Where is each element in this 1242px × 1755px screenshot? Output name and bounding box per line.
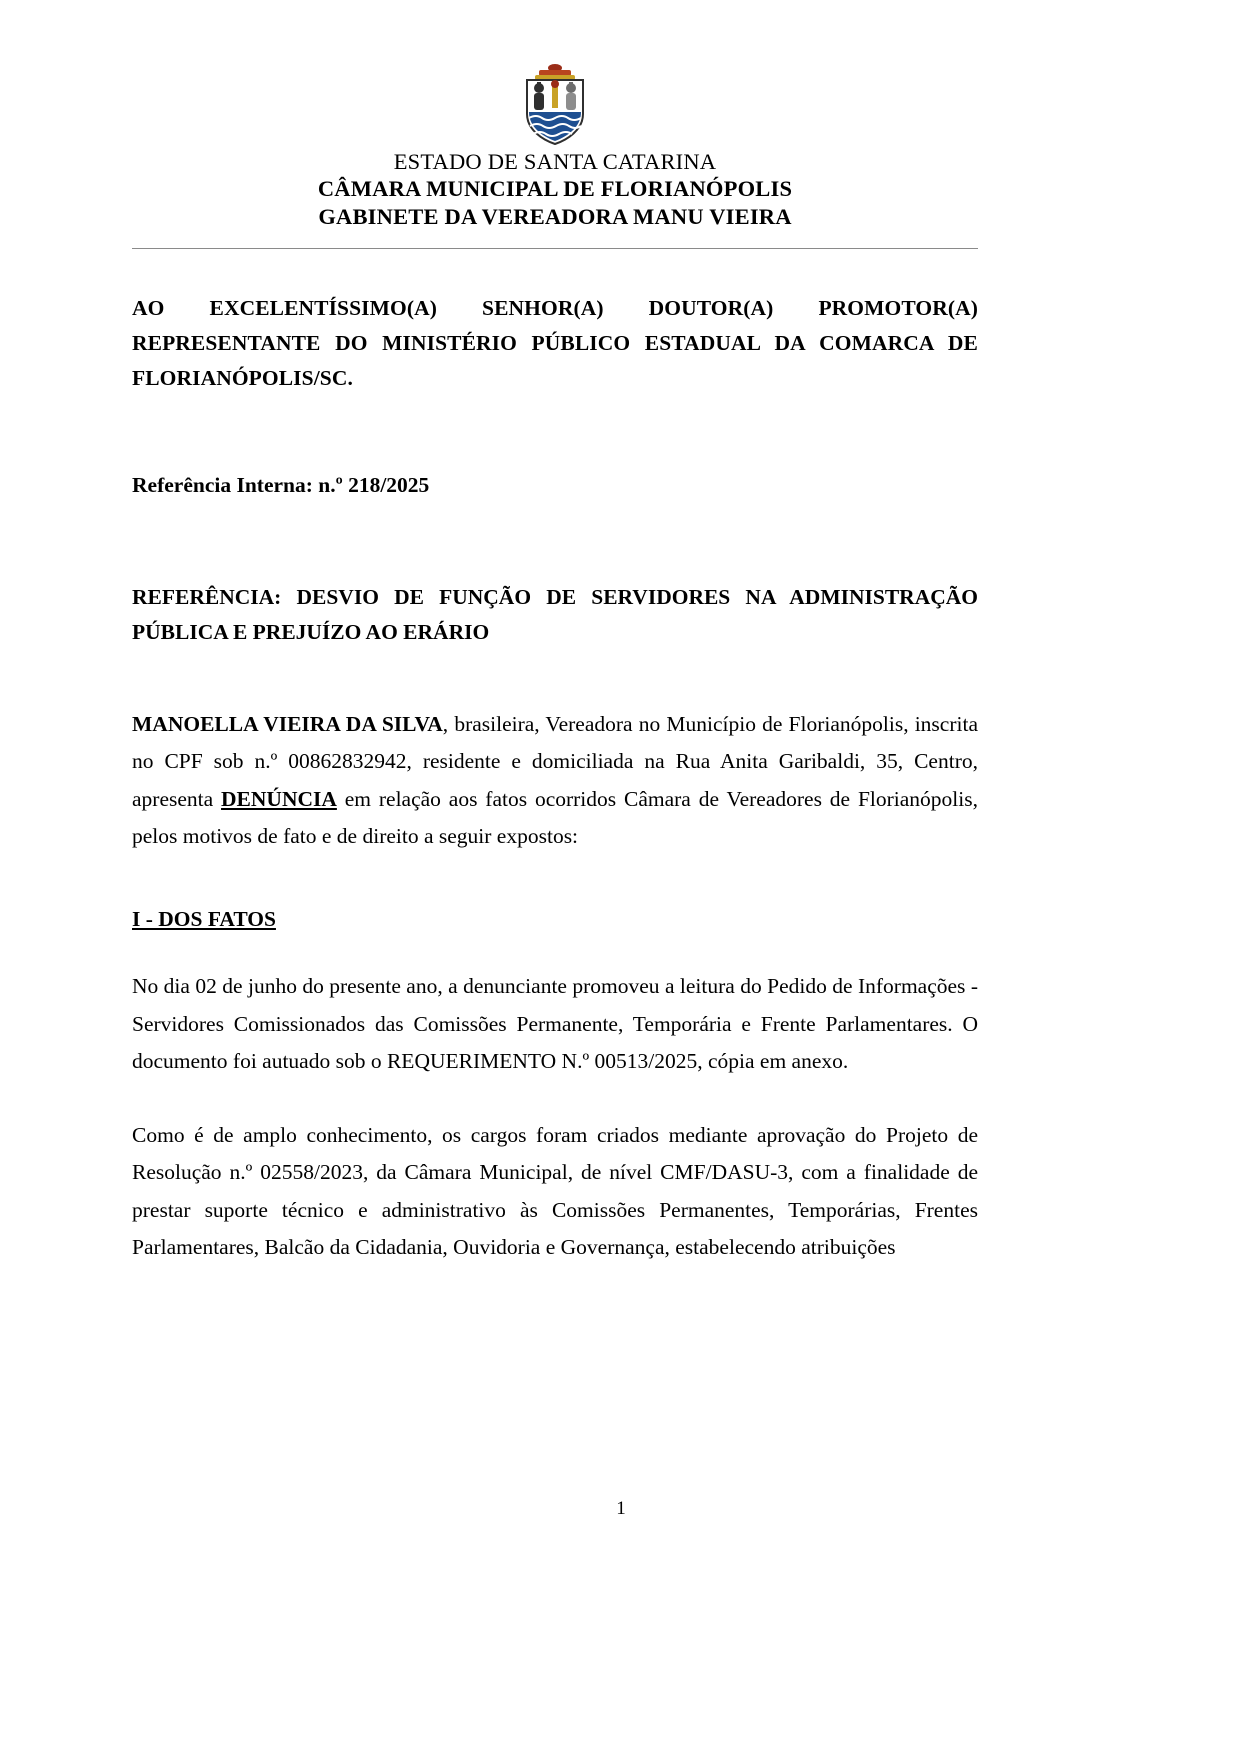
opening-text-part-2: em relação aos fatos ocorridos Câmara de Vereadores de Florianópolis, pelos motivos de fato e de direito a seguir expostos: xyxy=(132,786,978,849)
denuncia-emphasis: DENÚNCIA xyxy=(221,786,337,811)
opening-paragraph xyxy=(132,706,978,856)
section-1-heading-wrap xyxy=(132,855,978,932)
header-divider xyxy=(132,248,978,249)
paragraph-1: No dia 02 de junho do presente ano, a denunciante promoveu a leitura do Pedido de Informações - Servidores Comissionados das Comissões Permanente, Temporária e Frente Parlamentares. O documento foi autuado sob o REQUERIMENTO N.º 00513/2025, cópia em anexo. xyxy=(132,974,978,1074)
section-1-title: I - DOS FATOS xyxy=(132,907,276,932)
header-state-line: ESTADO DE SANTA CATARINA xyxy=(393,149,717,174)
internal-reference: Referência Interna: n.º 218/2025 xyxy=(132,472,430,497)
opening-text-part-1: , brasileira, Vereadora no Município de Florianópolis, inscrita no CPF sob n.º 00862832942, residente e domiciliada na Rua Anita Garibaldi, 35, Centro, apresenta xyxy=(132,711,978,811)
addressee-block: AO EXCELENTÍSSIMO(A) SENHOR(A) DOUTOR(A) PROMOTOR(A) REPRESENTANTE DO MINISTÉRIO PÚBLICO ESTADUAL DA COMARCA DE FLORIANÓPOLIS/SC. xyxy=(132,296,978,390)
document-header xyxy=(132,148,978,230)
subject-line: REFERÊNCIA: DESVIO DE FUNÇÃO DE SERVIDORES NA ADMINISTRAÇÃO PÚBLICA E PREJUÍZO AO ERÁRIO xyxy=(132,585,978,645)
header-institution-line: CÂMARA MUNICIPAL DE FLORIANÓPOLIS xyxy=(317,176,793,202)
coat-of-arms-icon xyxy=(509,62,601,148)
paragraph-2: Como é de amplo conhecimento, os cargos foram criados mediante aprovação do Projeto de Resolução n.º 02558/2023, da Câmara Municipal, de nível CMF/DASU-3, com a finalidade de prestar suporte técnico e administrativo às Comissões Permanentes, Temporárias, Frentes Parlamentares, Balcão da Cidadania, Ouvidoria e Governança, estabelecendo atribuições xyxy=(132,1122,978,1259)
declarant-name: MANOELLA VIEIRA DA SILVA xyxy=(132,711,443,736)
page-number: 1 xyxy=(616,1498,626,1519)
document-content xyxy=(132,0,978,1266)
header-office-line: GABINETE DA VEREADORA MANU VIEIRA xyxy=(318,203,792,229)
